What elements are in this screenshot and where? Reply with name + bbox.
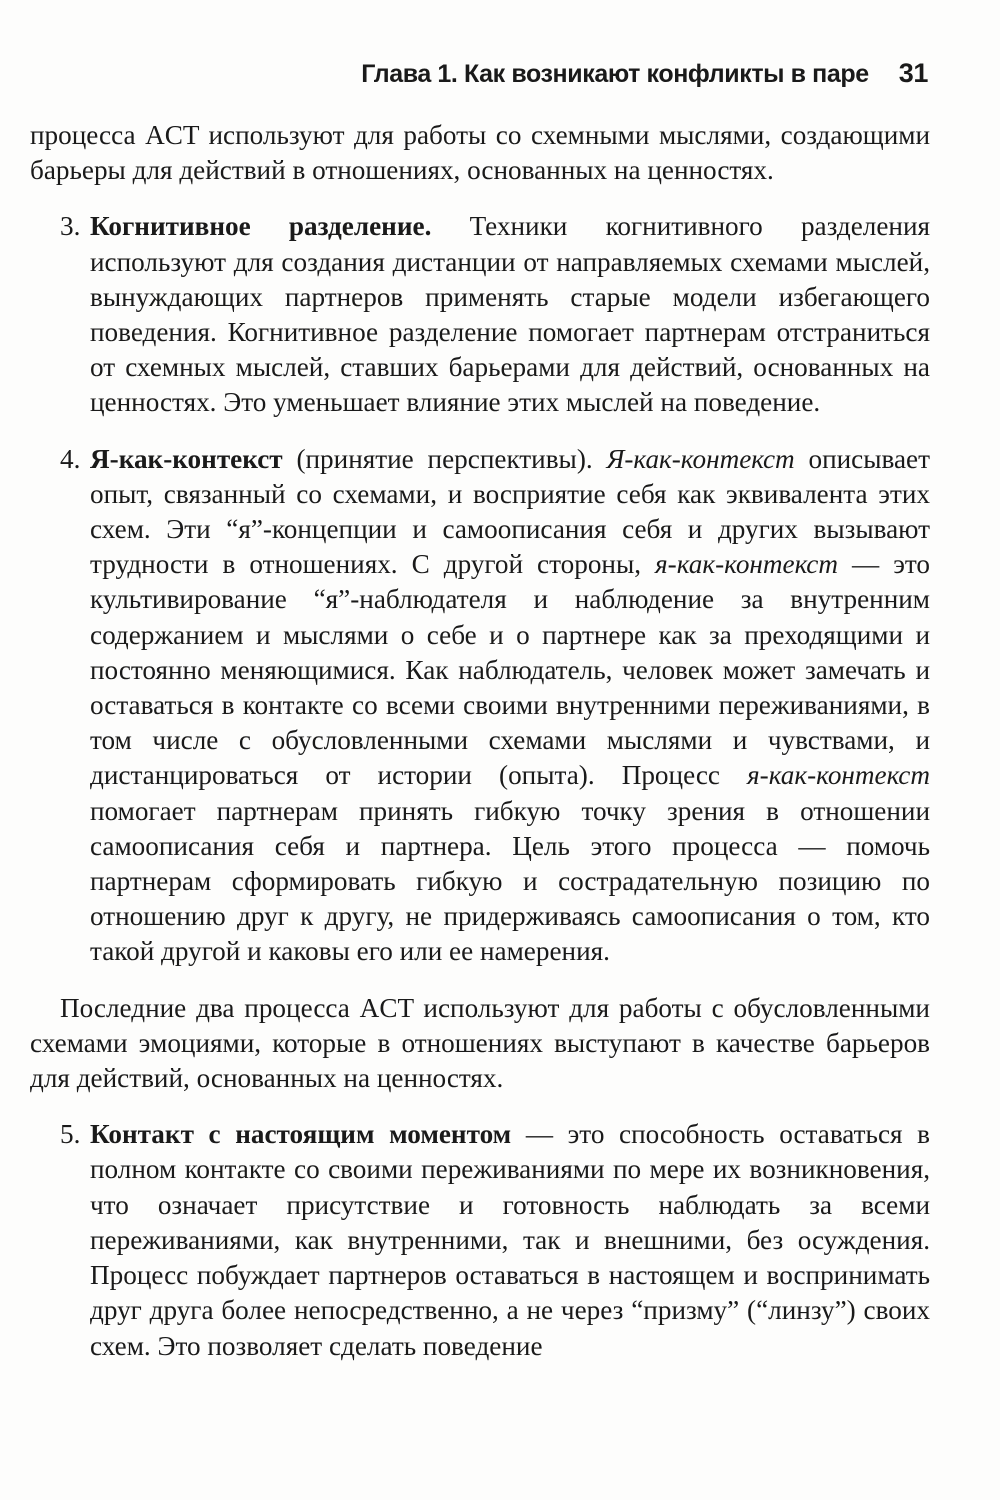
item-text: Техники когнитивного разделения используют для создания дистанции от направляемых схемами мыслей, вынуждающих партнеров применять старые модели избегающего поведения. Когнитивное разделение помогает партнерам отстраниться от схемных мыслей, ставших барьерами для действий, основанных на ценностях. Это уменьшает влияние этих мыслей на поведение. bbox=[90, 211, 930, 418]
running-header bbox=[60, 58, 928, 98]
chapter-title: Глава 1. Как возникают конфликты в паре bbox=[361, 60, 869, 88]
list-item-3 bbox=[30, 209, 930, 420]
item-term-italic: я-как-контекст bbox=[747, 760, 930, 791]
list-item-number: 4. bbox=[60, 443, 81, 474]
item-text: помогает партнерам принять гибкую точку зрения в отношении самоописания себя и партнера. Цель этого процесса — помочь партнерам сформировать гибкую и сострадательную позицию по отношению друг к другу, не придерживаясь самоописания о том, кто такой другой и каковы его или ее намерения. bbox=[90, 795, 930, 967]
list-item-4 bbox=[30, 442, 930, 970]
item-term: Когнитивное разделение. bbox=[90, 211, 432, 242]
process-list-b bbox=[30, 1117, 930, 1363]
item-text: (принятие перспективы). bbox=[296, 443, 593, 474]
process-list-a bbox=[30, 209, 930, 969]
item-term: Я-как-контекст bbox=[90, 443, 283, 474]
item-term: Контакт с настоящим моментом bbox=[90, 1119, 512, 1150]
item-term-italic: я-как-контекст bbox=[655, 549, 838, 580]
list-item-number: 5. bbox=[60, 1119, 81, 1150]
item-term-italic: Я-как-контекст bbox=[606, 443, 795, 474]
page-body bbox=[30, 118, 930, 1385]
body-paragraph: Последние два процесса ACT используют для работы с обусловленными схемами эмоциями, которые в отношениях выступают в качестве барьеров для действий, основанных на ценностях. bbox=[30, 992, 930, 1094]
item-text: — это способность оставаться в полном контакте со своими переживаниями по мере их возникновения, что означает присутствие и готовность наблюдать за всеми переживаниями, как внутренними, так и внешними, без осуждения. Процесс побуждает партнеров оставаться в настоящем и воспринимать друг друга более непосредственно, а не через “призму” (“линзу”) своих схем. Это позволяет сделать поведение bbox=[90, 1119, 930, 1361]
item-text: описывает опыт, связанный со схемами, и восприятие себя как эквивалента этих схем. Эти “я”-концепции и самоописания себя и других вызывают трудности в отношениях. С другой стороны, bbox=[90, 443, 930, 580]
item-text: — это культивирование “я”-наблюдателя и наблюдение за внутренним содержанием и мыслями о себе и о партнере как за преходящими и постоянно меняющимися. Как наблюдатель, человек может замечать и оставаться в контакте со всеми своими внутренними переживаниями, в том числе с обусловленными схемами мыслями и чувствами, и дистанцироваться от истории (опыта). Процесс bbox=[90, 549, 930, 791]
intro-paragraph: процесса ACT используют для работы со схемными мыслями, создающими барьеры для действий в отношениях, основанных на ценностях. bbox=[30, 120, 930, 186]
page-number: 31 bbox=[898, 58, 928, 88]
list-item-5 bbox=[30, 1117, 930, 1363]
list-item-number: 3. bbox=[60, 211, 81, 242]
